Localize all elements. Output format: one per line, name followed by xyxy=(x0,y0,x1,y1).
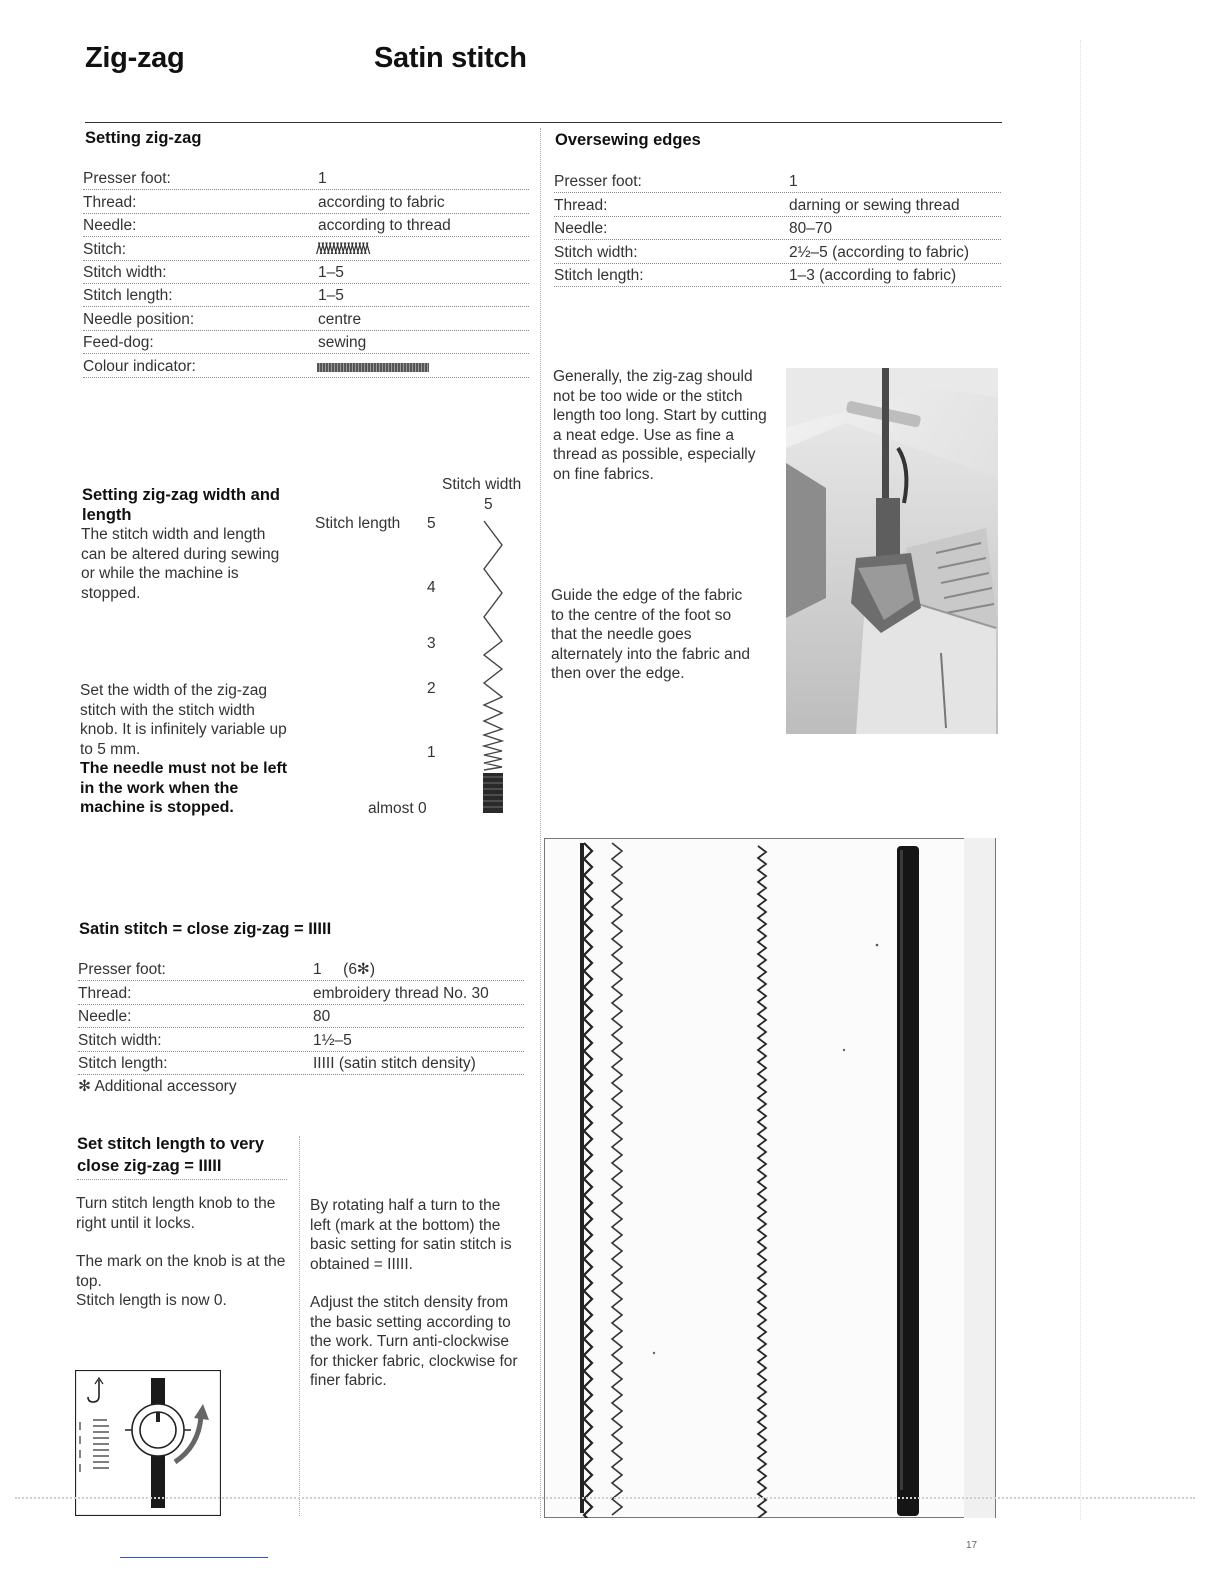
table-row xyxy=(78,958,524,981)
row-value: 1–5 xyxy=(318,287,344,305)
row-value: 80 xyxy=(313,1008,331,1026)
row-label: Stitch length: xyxy=(554,266,644,284)
table-row xyxy=(83,284,529,307)
table-row xyxy=(83,167,529,190)
row-value: 1 (6✻) xyxy=(313,961,376,979)
table-row xyxy=(78,1028,524,1051)
close-zigzag-text-3: Stitch length is now 0. xyxy=(76,1292,227,1309)
length-value-5: 5 xyxy=(427,515,436,532)
row-label: Stitch length: xyxy=(78,1054,168,1072)
table-oversewing xyxy=(554,170,1001,287)
table-row xyxy=(554,240,1001,263)
stitch-length-knob-diagram xyxy=(75,1370,221,1516)
row-value: 1–3 (according to fabric) xyxy=(789,266,957,284)
row-value: embroidery thread No. 30 xyxy=(313,984,489,1002)
row-label: Needle: xyxy=(554,220,608,238)
row-value: 2½–5 (according to fabric) xyxy=(789,243,970,261)
stitch-samples-photo xyxy=(544,838,996,1518)
heading-satin-stitch: Satin stitch = close zig-zag = IIIII xyxy=(79,920,332,938)
width-length-text-2: Set the width of the zig-zag stitch with the stitch width knob. It is infinitely variable up to 5 mm. xyxy=(80,682,287,758)
column-divider xyxy=(540,128,541,1518)
row-value: sewing xyxy=(318,334,367,352)
row-value: 1–5 xyxy=(318,263,344,281)
row-value: centre xyxy=(318,310,362,328)
row-label: Needle position: xyxy=(83,310,195,328)
table-row xyxy=(78,1005,524,1028)
title-satin-stitch: Satin stitch xyxy=(374,42,527,74)
table-row xyxy=(83,214,529,237)
row-value: 1 xyxy=(789,173,798,191)
row-label: Presser foot: xyxy=(83,170,171,188)
row-label: Stitch length: xyxy=(83,287,173,305)
close-zigzag-text-4: By rotating half a turn to the left (mark at the bottom) the basic setting for satin stitch is obtained = IIIII. xyxy=(310,1197,512,1273)
row-value: 80–70 xyxy=(789,220,833,238)
row-label: Needle: xyxy=(83,217,137,235)
row-label: Thread: xyxy=(554,196,608,214)
row-label: Stitch: xyxy=(83,240,127,258)
accessory-footnote: ✻ Additional accessory xyxy=(78,1078,237,1095)
length-value-3: 3 xyxy=(427,635,436,652)
table-satin-stitch xyxy=(78,958,524,1075)
row-label: Stitch width: xyxy=(78,1031,162,1049)
heading-line-1: Set stitch length to very xyxy=(77,1135,265,1153)
table-row xyxy=(554,264,1001,287)
row-value: 1 xyxy=(318,170,327,188)
row-label: Thread: xyxy=(83,193,137,211)
table-row xyxy=(83,190,529,213)
length-value-almost-0: almost 0 xyxy=(368,800,427,817)
row-label: Feed-dog: xyxy=(83,334,154,352)
table-row xyxy=(554,170,1001,193)
row-value: darning or sewing thread xyxy=(789,196,960,214)
scan-blue-line xyxy=(120,1557,268,1558)
width-length-text-1: The stitch width and length can be altered during sewing or while the machine is stopped. xyxy=(81,526,280,602)
scan-strip xyxy=(15,1497,1195,1499)
table-row xyxy=(554,217,1001,240)
header-rule xyxy=(85,122,1002,123)
length-value-4: 4 xyxy=(427,579,436,596)
row-value: according to fabric xyxy=(318,193,445,211)
heading-oversewing-edges: Oversewing edges xyxy=(555,131,701,149)
heading-underline xyxy=(77,1179,287,1180)
table-row xyxy=(83,261,529,284)
row-label: Presser foot: xyxy=(78,961,166,979)
row-value: IIIII (satin stitch density) xyxy=(313,1054,476,1072)
heading-close-zigzag xyxy=(77,1133,264,1177)
length-value-2: 2 xyxy=(427,680,436,697)
row-label: Thread: xyxy=(78,984,132,1002)
close-zigzag-text-5: Adjust the stitch density from the basic setting according to the work. Turn anti-clockwise for thicker fabric, clockwise for finer fabric. xyxy=(310,1294,518,1390)
table-row xyxy=(78,1052,524,1075)
table-row xyxy=(554,193,1001,216)
oversewing-text-2: Guide the edge of the fabric to the centre of the foot so that the needle goes alternately into the fabric and then over the edge. xyxy=(551,587,751,683)
title-zigzag: Zig-zag xyxy=(85,42,185,74)
diagram-width-value: 5 xyxy=(484,496,493,513)
heading-line-2: close zig-zag = IIIII xyxy=(77,1157,222,1175)
heading-width-length: Setting zig-zag width and length xyxy=(82,486,280,524)
table-row xyxy=(83,307,529,330)
row-label: Stitch width: xyxy=(554,243,638,261)
page-number: 17 xyxy=(966,1540,978,1551)
row-label: Stitch width: xyxy=(83,263,167,281)
row-label: Presser foot: xyxy=(554,173,642,191)
table-row xyxy=(83,331,529,354)
table-row xyxy=(83,237,529,260)
table-row xyxy=(83,354,529,377)
close-zigzag-text-2: The mark on the knob is at the top. xyxy=(76,1253,286,1290)
oversewing-text-1: Generally, the zig-zag should not be too wide or the stitch length too long. Start by cutting a neat edge. Use as fine a thread as possible, especially on fine fabrics. xyxy=(553,368,767,483)
colour-indicator-swatch xyxy=(317,363,429,372)
diagram-length-label: Stitch length xyxy=(315,515,401,532)
row-value: 1½–5 xyxy=(313,1031,352,1049)
row-label: Colour indicator: xyxy=(83,357,196,375)
heading-setting-zigzag: Setting zig-zag xyxy=(85,129,202,147)
page-edge-line xyxy=(1080,40,1081,1520)
needle-warning: The needle must not be left in the work when the machine is stopped. xyxy=(80,760,288,817)
stitch-symbol: /\/\/\/\/\/\/\/\/\/\/\/\/\/\ xyxy=(316,240,368,258)
row-label: Needle: xyxy=(78,1008,132,1026)
table-row xyxy=(78,981,524,1004)
table-setting-zigzag xyxy=(83,167,529,378)
column-divider-lower xyxy=(299,1136,300,1516)
row-value: according to thread xyxy=(318,217,451,235)
length-value-1: 1 xyxy=(427,744,436,761)
diagram-width-label: Stitch width xyxy=(442,476,522,493)
sewing-foot-photo xyxy=(786,368,998,734)
zigzag-length-diagram xyxy=(476,515,510,815)
close-zigzag-text-1: Turn stitch length knob to the right until it locks. xyxy=(76,1195,276,1232)
